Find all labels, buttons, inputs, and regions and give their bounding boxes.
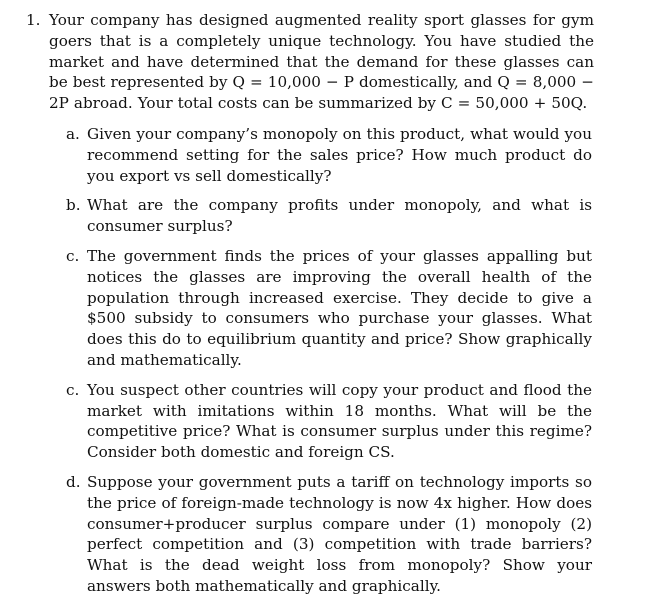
part-d <box>60 472 592 597</box>
part-c-subsidy <box>60 246 592 371</box>
part-label: c. <box>66 380 80 399</box>
part-text: The government finds the prices of your glasses appalling but notices the glasses are improving the overall health of the population through increased exercise. They decide to give a $500 subsidy to consumers who purchase your glasses. What does this do to equilibrium quantity and price? Show graphically and mathematically. <box>87 246 592 369</box>
problem-1 <box>26 10 594 114</box>
part-text: What are the company profits under monopoly, and what is consumer surplus? <box>87 196 592 236</box>
part-text: Given your company’s monopoly on this product, what would you recommend setting for the sales price? How much product do you export vs sell domestically? <box>87 125 592 185</box>
part-label: d. <box>66 472 81 491</box>
problem-parts-list <box>60 124 592 606</box>
problem-statement: Your company has designed augmented reality sport glasses for gym goers that is a completely unique technology. You have studied the market and have determined that the demand for these glasses can be best represented by Q = 10,000 − P domestically, and Q = 8,000 − 2P abroad. Your total costs can be summarized by C = 50,000 + 50Q. <box>49 11 594 113</box>
part-c-competition <box>60 380 592 463</box>
part-label: a. <box>66 125 80 143</box>
part-label: c. <box>66 246 80 265</box>
part-b <box>60 195 592 237</box>
part-text: Suppose your government puts a tariff on technology imports so the price of foreign-made technology is now 4x higher. How does consumer+producer surplus compare under (1) monopoly (2) perfect competition and (3) competition with trade barriers? What is the dead weight loss from monopoly? Show your answers both mathematically and graphically. <box>87 472 592 595</box>
part-label: b. <box>66 196 81 215</box>
problem-number: 1. <box>26 11 41 29</box>
part-text: You suspect other countries will copy your product and flood the market with imitations within 18 months. What will be the competitive price? What is consumer surplus under this regime? Consider both domestic and foreign CS. <box>87 380 592 462</box>
part-a <box>60 124 592 186</box>
